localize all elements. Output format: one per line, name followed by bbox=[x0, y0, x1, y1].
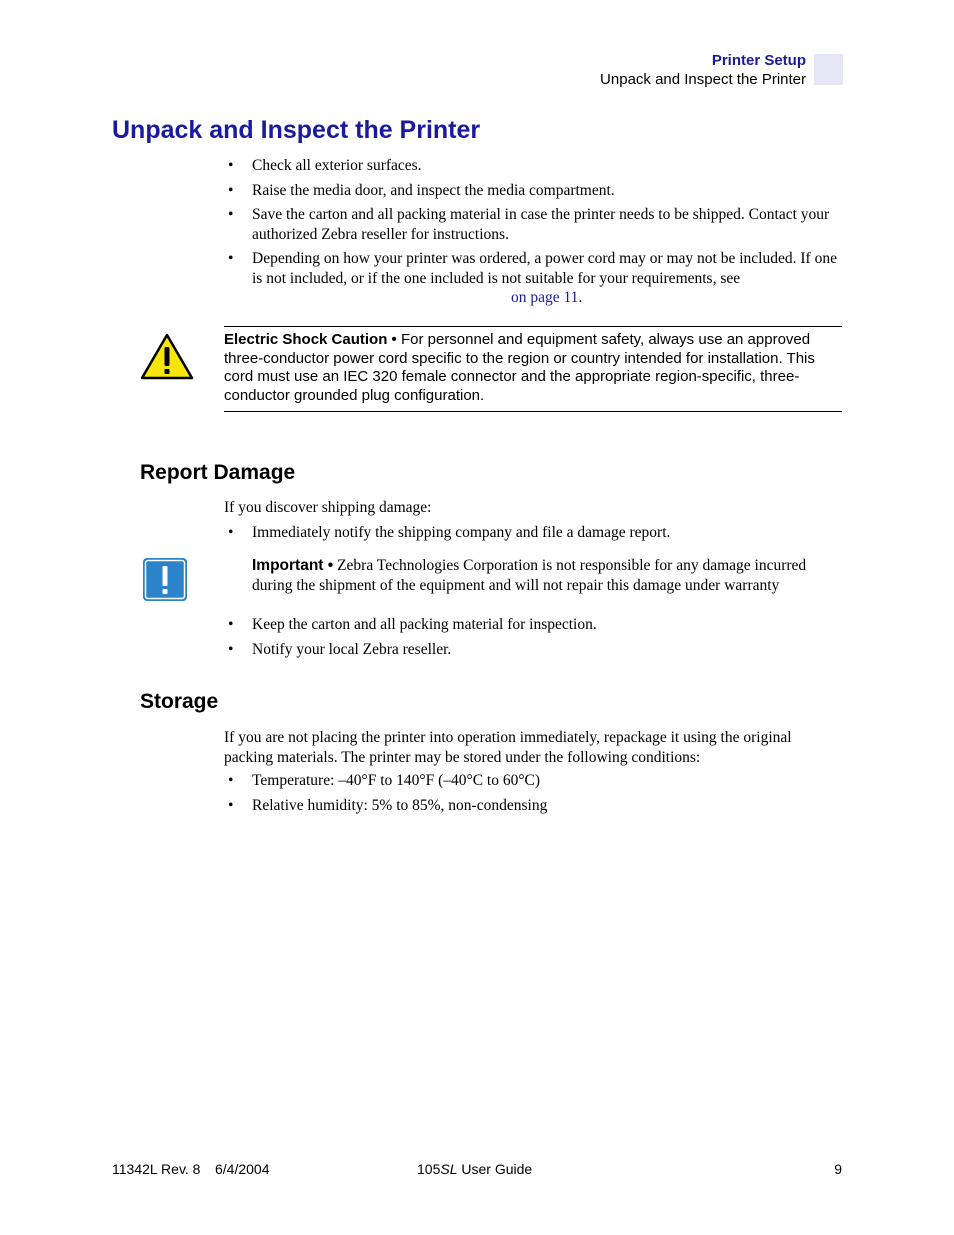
important-note bbox=[252, 556, 842, 595]
list-item: • Save the carton and all packing material in case the printer needs to be shipped. Contact your authorized Zebra reseller for instructions. bbox=[224, 205, 844, 244]
caution-label: Electric Shock Caution • bbox=[224, 331, 397, 348]
page-reference-link[interactable]: on page 11 bbox=[511, 289, 579, 306]
cross-reference-end: . bbox=[578, 289, 583, 306]
list-item: • Check all exterior surfaces. bbox=[224, 156, 844, 176]
list-item: • Temperature: –40°F to 140°F (–40°C to 60°C) bbox=[224, 771, 844, 791]
caution-body: For personnel and equipment safety, always use an approved three-conductor power cord specific to the region or country intended for installation. This cord must use an IEC 320 female connector and the appropriate region-specific, three-conductor grounded plug configuration. bbox=[224, 331, 815, 404]
list-item: • Relative humidity: 5% to 85%, non-condensing bbox=[224, 796, 844, 816]
list-item: • Raise the media door, and inspect the media compartment. bbox=[224, 181, 844, 201]
report-damage-list-1 bbox=[224, 523, 844, 548]
footer-guide-title bbox=[417, 1161, 532, 1177]
report-damage-heading: Report Damage bbox=[140, 461, 296, 484]
warning-triangle-icon bbox=[140, 333, 194, 380]
important-label: Important • bbox=[252, 557, 334, 574]
storage-heading: Storage bbox=[140, 690, 219, 713]
list-item: • Notify your local Zebra reseller. bbox=[224, 640, 844, 660]
footer-date: 6/4/2004 bbox=[215, 1161, 270, 1177]
page-title: Unpack and Inspect the Printer bbox=[112, 116, 481, 144]
important-body: Zebra Technologies Corporation is not responsible for any damage incurred during the shipment of the equipment and will not repair this damage under warranty bbox=[252, 557, 807, 594]
footer-doc-id: 11342L Rev. 8 bbox=[112, 1161, 201, 1177]
storage-conditions-list bbox=[224, 771, 844, 820]
list-item bbox=[224, 249, 844, 308]
electric-shock-caution bbox=[224, 331, 842, 405]
list-item: • Immediately notify the shipping company and file a damage report. bbox=[224, 523, 844, 543]
power-cord-text: Depending on how your printer was ordered, a power cord may or may not be included. If one is not included, or if the one included is not suitable for your requirements, see bbox=[252, 250, 837, 287]
list-item: • Keep the carton and all packing material for inspection. bbox=[224, 615, 844, 635]
footer-guide-model: SL bbox=[440, 1161, 458, 1177]
caution-bottom-rule bbox=[224, 411, 842, 412]
footer-page-number: 9 bbox=[834, 1161, 842, 1177]
running-header-chapter: Printer Setup bbox=[711, 52, 806, 69]
unpack-bullet-list bbox=[224, 156, 844, 313]
storage-intro: If you are not placing the printer into operation immediately, repackage it using the original packing materials. The printer may be stored under the following conditions: bbox=[224, 729, 792, 766]
running-header-section: Unpack and Inspect the Printer bbox=[600, 71, 806, 88]
footer-guide-prefix: 105 bbox=[417, 1161, 441, 1177]
report-damage-list-2 bbox=[224, 615, 844, 664]
footer-guide-suffix: User Guide bbox=[457, 1161, 533, 1177]
important-exclamation-icon bbox=[142, 557, 188, 602]
caution-top-rule bbox=[224, 326, 842, 327]
cross-reference-line bbox=[252, 288, 844, 308]
report-damage-intro: If you discover shipping damage: bbox=[224, 499, 432, 516]
chapter-tab-marker bbox=[814, 54, 843, 85]
